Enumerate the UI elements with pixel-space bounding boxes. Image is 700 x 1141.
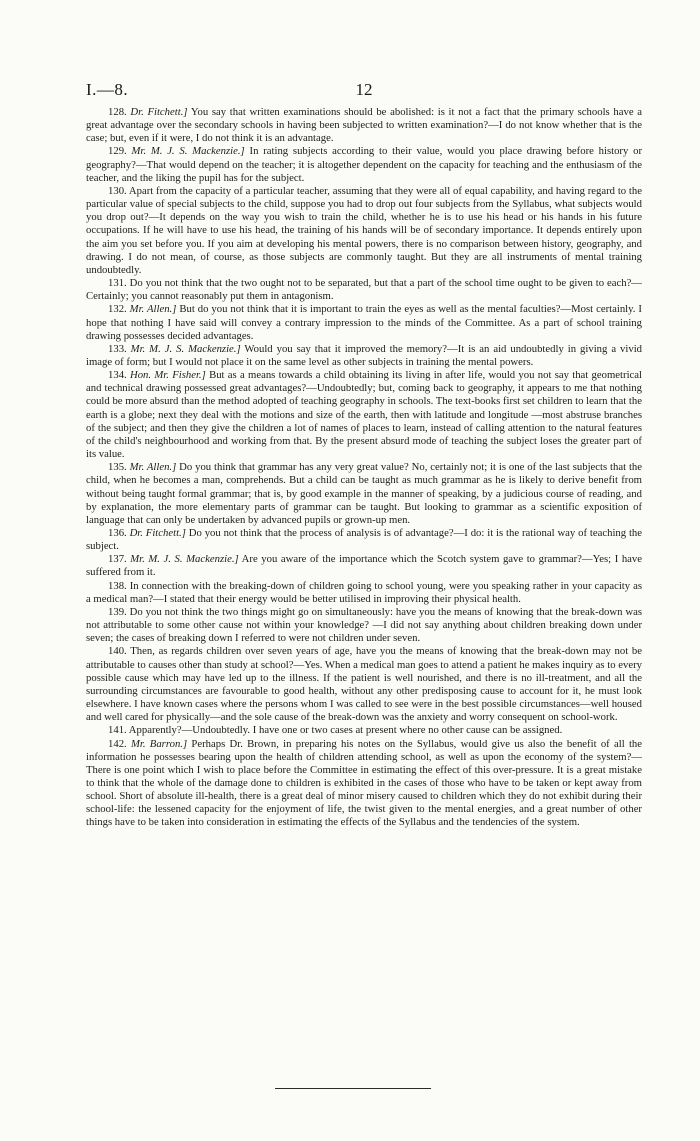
evidence-paragraph xyxy=(86,461,642,527)
question-number: 142. xyxy=(108,737,127,750)
evidence-paragraph xyxy=(86,553,642,579)
speaker-name: Mr. Allen.] xyxy=(129,303,177,316)
evidence-paragraph xyxy=(86,580,642,606)
evidence-paragraph xyxy=(86,645,642,724)
evidence-paragraph xyxy=(86,369,642,461)
question-text: In connection with the breaking-down of children going to school young, were you speaking rather in your capacity as a medical man?—I stated that their energy would be better utilised in improving their physical health. xyxy=(86,579,643,605)
speaker-name: Hon. Mr. Fisher.] xyxy=(130,369,206,382)
evidence-body xyxy=(86,106,642,830)
evidence-paragraph xyxy=(86,185,642,277)
question-text: But do you not think that it is important to train the eyes as well as the mental faculties?—Most certainly. I hope that nothing I have said will convey a contrary impression to the minds of the Committee. As a part of school training drawing possesses decided advantages. xyxy=(86,303,642,342)
question-text: Are you aware of the importance which the Scotch system gave to grammar?—Yes; I have suffered from it. xyxy=(86,553,643,579)
question-text: You say that written examinations should be abolished: is it not a fact that the primary schools have a great advantage over the secondary schools in having been subjected to written examination?—I do not know whether that is the case; but, even if it were, I do not think it is an advantage. xyxy=(86,106,643,145)
question-number: 139. xyxy=(108,605,127,618)
speaker-name: Mr. Allen.] xyxy=(129,461,177,474)
question-text: Do you think that grammar has any very great value? No, certainly not; it is one of the last subjects that the child, when he becomes a man, comprehends. But a child can be taught as much grammar as he is likely to derive benefit from without being taught formal grammar; that is, by good example in the manner of speaking, by a judicious course of reading, and by explanation, the more elementary parts of grammar can be taught. But looking to grammar as a scientific exposition of language that can only be undertaken by advanced pupils or grown-up men. xyxy=(86,461,643,526)
evidence-paragraph xyxy=(86,277,642,303)
question-number: 130. xyxy=(108,184,127,197)
evidence-paragraph xyxy=(86,145,642,184)
evidence-paragraph xyxy=(86,343,642,369)
question-text: Perhaps Dr. Brown, in preparing his notes on the Syllabus, would give us also the benefit of all the information he possesses bearing upon the health of children attending school, as well as upon the economy of the system?—There is one point which I wish to place before the Committee in estimating the effect of this over-pressure. It is a great mistake to think that the whole of the damage done to children is exhibited in the cases of those who have to be taken or kept away from school. Short of absolute ill-health, there is a great deal of minor misery caused to children which they do not exhibit during their school-life: the lessened capacity for the enjoyment of life, the twist given to the mental energies, and a great number of other things have to be taken into consideration in estimating the effects of the Syllabus and the tendencies of the system. xyxy=(86,737,643,829)
question-number: 134. xyxy=(108,369,127,382)
question-text: Do you not think the two things might go on simultaneously: have you the means of knowing that the break-down was not attributable to some other cause not within your knowledge? —I did not say anything about children breaking down under seven; the cases of breaking down I referred to were not children under seven. xyxy=(86,605,643,645)
question-text: Do you not think that the two ought not to be separated, but that a part of the school time ought to be given to each?—Certainly; you cannot reasonably put them in antagonism. xyxy=(86,277,642,303)
question-number: 128. xyxy=(108,106,127,118)
question-text: Would you say that it improved the memory?—It is an aid undoubtedly in giving a vivid image of form; but I would not place it on the same level as other subjects in training the mental powers. xyxy=(86,342,643,368)
page-header xyxy=(86,80,642,102)
section-end-rule xyxy=(275,1088,431,1089)
question-text: In rating subjects according to their value, would you place drawing before history or geography?—That would depend on the teacher; it is altogether dependent on the capacity for teaching and the enthusiasm of the teacher, and the liking the pupil has for the subject. xyxy=(86,145,643,184)
question-number: 138. xyxy=(108,579,127,592)
evidence-paragraph xyxy=(86,724,642,737)
question-number: 141. xyxy=(108,724,127,737)
evidence-paragraph xyxy=(86,738,642,830)
evidence-paragraph xyxy=(86,606,642,645)
speaker-name: Dr. Fitchett.] xyxy=(130,106,188,118)
question-text: But as a means towards a child obtaining its living in after life, would you not say that geometrical and technical drawing possessed great advantages?—Undoubtedly; but, coming back to geography, it appears to me that nothing could be more absurd than the method adopted of teaching geography in schools. The text-books first set children to learn that the earth is a globe; next they deal with the motions and size of the earth, then with latitude and longitude —most abstruse branches of the subject; and then they give the children a lot of names of places to learn, instead of calling attention to the natural features of the child's neighbourhood and working from that. By the present absurd mode of teaching the subject loses the greater part of its value. xyxy=(86,369,643,461)
evidence-paragraph xyxy=(86,106,642,145)
question-number: 140. xyxy=(108,645,127,658)
question-number: 129. xyxy=(108,145,127,158)
speaker-name: Mr. M. J. S. Mackenzie.] xyxy=(130,553,239,566)
question-number: 137. xyxy=(108,553,127,566)
speaker-name: Dr. Fitchett.] xyxy=(129,527,186,539)
question-text: Do you not think that the process of analysis is of advantage?—I do: it is the rational way of teaching the subject. xyxy=(86,527,643,553)
question-text: Apparently?—Undoubtedly. I have one or two cases at present where no other cause can be assigned. xyxy=(128,724,563,737)
document-reference: I.—8. xyxy=(86,80,129,99)
speaker-name: Mr. M. J. S. Mackenzie.] xyxy=(130,342,241,355)
question-number: 135. xyxy=(108,461,127,474)
speaker-name: Mr. M. J. S. Mackenzie.] xyxy=(131,145,245,158)
page-number: 12 xyxy=(355,80,373,99)
question-number: 131. xyxy=(108,277,127,290)
question-number: 136. xyxy=(108,527,127,539)
speaker-name: Mr. Barron.] xyxy=(130,737,188,750)
question-number: 133. xyxy=(108,342,127,355)
evidence-paragraph xyxy=(86,527,642,553)
evidence-paragraph xyxy=(86,303,642,342)
question-text: Then, as regards children over seven years of age, have you the means of knowing that the break-down may not be attributable to causes other than study at school?—Yes. When a medical man goes to attend a patient he makes inquiry as to every possible cause which may have led up to the illness. If the patient is well nourished, and there is no ill-treatment, and all the surrounding circumstances are favourable to good health, without any other predisposing cause to account for it, he must look elsewhere. I have known cases where the persons whom I was called to see were in the best possible circumstances—well housed and well cared for physically—and the sole cause of the break-down was the anxiety and worry consequent on school-work. xyxy=(86,645,642,724)
question-text: Apart from the capacity of a particular teacher, assuming that they were all of equal capability, and having regard to the particular value of special subjects to the child, suppose you had to drop out four subjects from the Syllabus, what subjects would you drop out?—It depends on the way you wish to train the child, whether he is to use his head or his hands in his future occupations. If he will have to use his head, the training of his hands will be of secondary importance. It depends entirely upon the aim you set before you. If you aim at developing his mental powers, there is no comparison between history, geography, and drawing. I do not mean, of course, as those subjects are commonly taught. But they are all instruments of mental training undoubtedly. xyxy=(86,184,642,276)
question-number: 132. xyxy=(108,303,127,316)
